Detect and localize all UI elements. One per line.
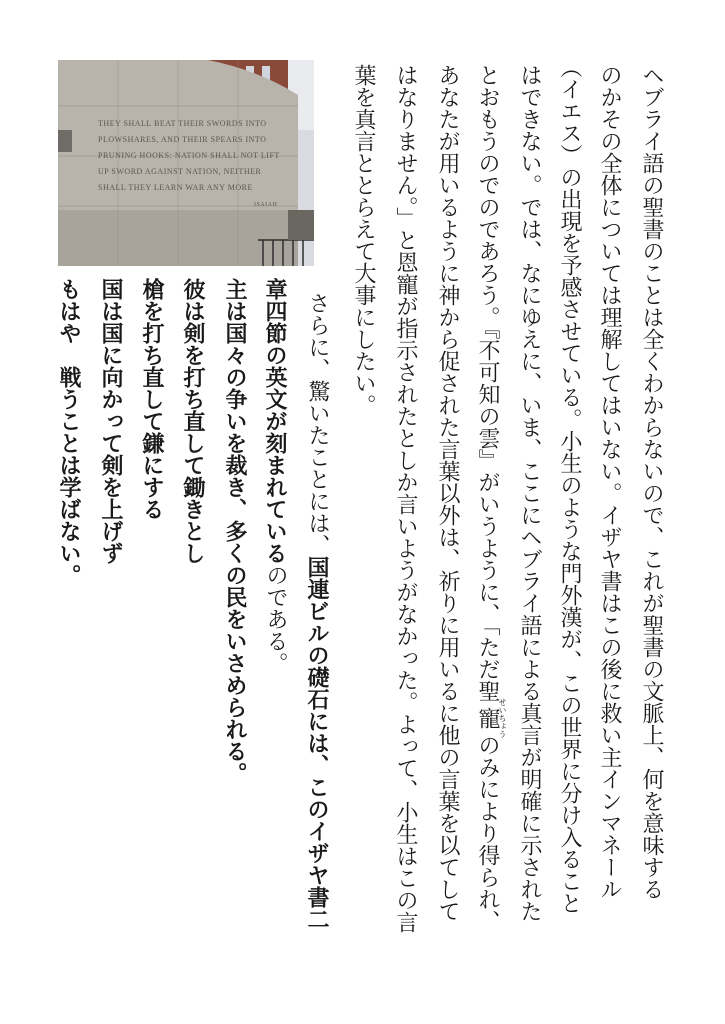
text-column-2: のかその全体については理解してはいない。イザヤ書はこの後に救い主インマネール: [597, 64, 622, 900]
lower-column-2-bold: 章四節の英文が刻まれている: [262, 278, 288, 564]
lower-column-7: もはや 戦うことは学ばない。: [56, 278, 82, 586]
text-column-5-tail: のみにより得られ、: [475, 734, 500, 932]
lower-column-4: 彼は剣を打ち直して鋤きとし: [180, 278, 206, 564]
text-column-3: （イエス）の出現を予感させている。小生のような門外漢が、この世界に分け入ること: [557, 56, 582, 914]
lower-column-2-normal: のである。: [263, 564, 288, 674]
inscription-line-4: UP SWORD AGAINST NATION, NEITHER: [98, 167, 262, 176]
lower-column-3: 主は国々の争いを裁き、多くの民をいさめられる。: [222, 278, 248, 784]
text-column-8: 葉を真言ととらえて大事にしたい。: [351, 64, 376, 416]
text-column-7: はなりません。」と恩寵が指示されたとしか言いようがなかった。よって、小生はこの言: [393, 64, 418, 933]
text-column-5-main: とおもうのでのであろう。『不可知の雲』がいうように、「ただ聖: [475, 64, 500, 702]
text-column-6: あなたが用いるように神から促された言葉以外は、祈りに用いるに他の言葉を以てして: [435, 64, 460, 922]
text-column-4: はできない。では、なにゆえに、いま、ここにヘブライ語による真言が明確に示された: [517, 64, 542, 922]
ruby-seichou: 寵せいちょう: [475, 698, 507, 738]
lower-column-1-normal: さらに、驚いたことには、: [305, 292, 330, 556]
text-column-5: [476, 64, 507, 932]
inscription-line-5: SHALL THEY LEARN WAR ANY MORE: [98, 183, 253, 192]
lower-column-6: 国は国に向かって剣を上げず: [98, 278, 124, 564]
inscription-line-1: THEY SHALL BEAT THEIR SWORDS INTO: [98, 119, 267, 128]
inscription-attribution: ISAIAH: [254, 202, 278, 208]
wall-fixture: [58, 130, 72, 152]
isaiah-wall-image: [58, 60, 314, 266]
lower-column-1: [306, 292, 328, 930]
lower-column-5: 槍を打ち直して鎌にする: [139, 278, 165, 520]
text-column-1: ヘブライ語の聖書のことは全くわからないので、これが聖書の文脈上、何を意味する: [639, 64, 664, 900]
inscription-line-3: PRUNING HOOKS: NATION SHALL NOT LIFT: [98, 151, 280, 160]
isaiah-wall-photo: [58, 60, 314, 266]
lower-column-2: [264, 278, 286, 674]
inscription-line-2: PLOWSHARES, AND THEIR SPEARS INTO: [98, 135, 267, 144]
lower-column-1-bold: 国連ビルの礎石には、このイザヤ書二: [304, 556, 330, 930]
